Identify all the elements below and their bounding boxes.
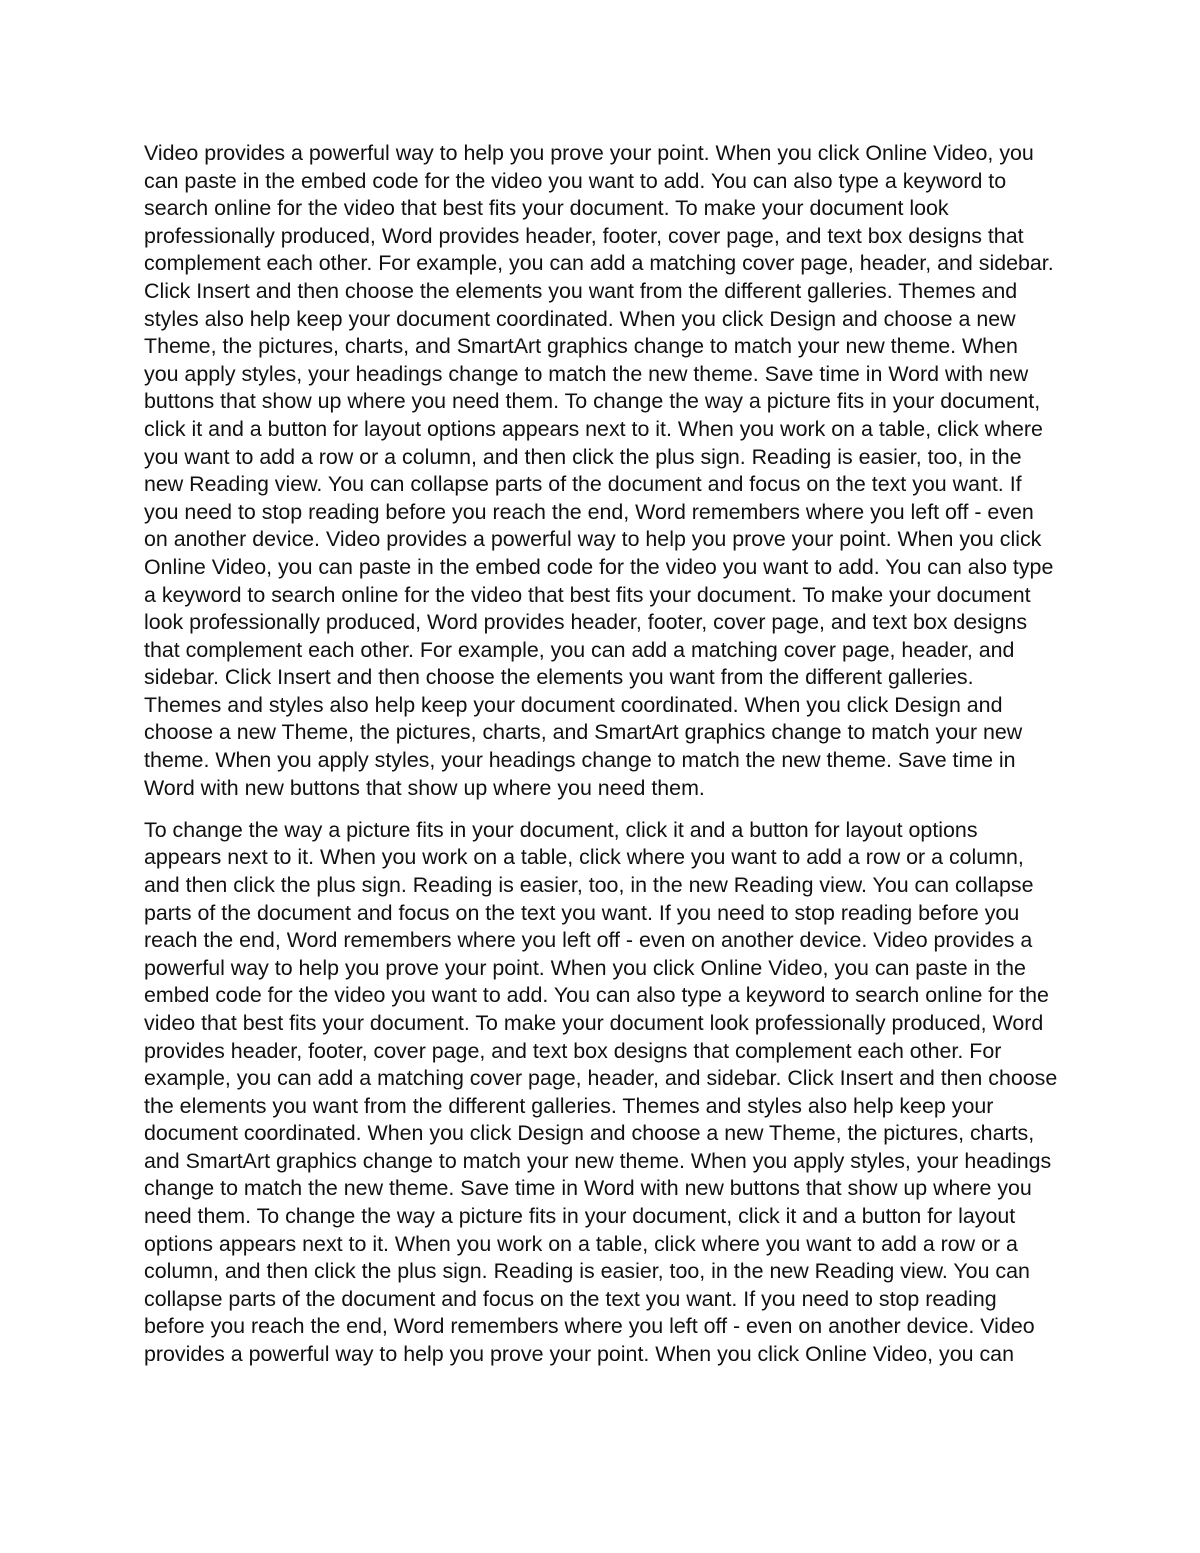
- paragraph: [144, 140, 1074, 802]
- text-line: buttons that show up where you need them. To change the way a picture fits in your document,: [144, 389, 1041, 414]
- text-line: video that best fits your document. To make your document look professionally produced, Word: [144, 1010, 1044, 1035]
- text-line: provides a powerful way to help you prove your point. When you click Online Video, you can: [144, 1342, 1014, 1367]
- document-body: [144, 140, 1074, 1369]
- text-line: and then click the plus sign. Reading is easier, too, in the new Reading view. You can collapse: [144, 872, 1034, 897]
- text-line: Video provides a powerful way to help you prove your point. When you click Online Video, you: [144, 141, 1034, 165]
- text-line: you want to add a row or a column, and then click the plus sign. Reading is easier, too, in the: [144, 444, 1022, 469]
- text-line: a keyword to search online for the video that best fits your document. To make your document: [144, 582, 1031, 607]
- text-line: Click Insert and then choose the elements you want from the different galleries. Themes and: [144, 278, 1018, 303]
- text-line: Themes and styles also help keep your document coordinated. When you click Design and: [144, 692, 1003, 717]
- text-line: the elements you want from the different galleries. Themes and styles also help keep your: [144, 1093, 994, 1118]
- text-line: new Reading view. You can collapse parts of the document and focus on the text you want. If: [144, 472, 1022, 497]
- text-line: To change the way a picture fits in your document, click it and a button for layout options: [144, 817, 978, 842]
- text-line: choose a new Theme, the pictures, charts, and SmartArt graphics change to match your new: [144, 720, 1023, 745]
- text-line: change to match the new theme. Save time in Word with new buttons that show up where you: [144, 1176, 1032, 1201]
- text-line: options appears next to it. When you work on a table, click where you want to add a row or a: [144, 1231, 1018, 1256]
- text-line: need them. To change the way a picture fits in your document, click it and a button for layout: [144, 1204, 1016, 1229]
- text-line: column, and then click the plus sign. Reading is easier, too, in the new Reading view. You can: [144, 1259, 1030, 1284]
- text-line: click it and a button for layout options appears next to it. When you work on a table, click where: [144, 416, 1043, 441]
- text-line: parts of the document and focus on the text you want. If you need to stop reading before you: [144, 900, 1020, 925]
- text-line: styles also help keep your document coordinated. When you click Design and choose a new: [144, 306, 1016, 331]
- text-line: collapse parts of the document and focus on the text you want. If you need to stop reading: [144, 1286, 997, 1311]
- text-line: Word with new buttons that show up where you need them.: [144, 775, 705, 800]
- text-line: embed code for the video you want to add. You can also type a keyword to search online for the: [144, 983, 1049, 1008]
- text-line: document coordinated. When you click Design and choose a new Theme, the pictures, charts,: [144, 1121, 1035, 1146]
- text-line: look professionally produced, Word provides header, footer, cover page, and text box designs: [144, 610, 1028, 635]
- text-line: theme. When you apply styles, your headings change to match the new theme. Save time in: [144, 748, 1016, 773]
- text-line: you need to stop reading before you reach the end, Word remembers where you left off - even: [144, 499, 1034, 524]
- text-line: reach the end, Word remembers where you left off - even on another device. Video provides a: [144, 928, 1033, 953]
- text-line: can paste in the embed code for the video you want to add. You can also type a keyword to: [144, 168, 1007, 193]
- text-line: Theme, the pictures, charts, and SmartArt graphics change to match your new theme. When: [144, 334, 1018, 359]
- text-line: before you reach the end, Word remembers where you left off - even on another device. Video: [144, 1314, 1035, 1339]
- text-line: search online for the video that best fits your document. To make your document look: [144, 196, 949, 221]
- text-line: and SmartArt graphics change to match your new theme. When you apply styles, your headings: [144, 1148, 1052, 1173]
- text-line: sidebar. Click Insert and then choose the elements you want from the different galleries.: [144, 665, 974, 690]
- text-line: complement each other. For example, you can add a matching cover page, header, and sidebar.: [144, 251, 1054, 276]
- text-line: that complement each other. For example, you can add a matching cover page, header, and: [144, 637, 1015, 662]
- text-line: appears next to it. When you work on a table, click where you want to add a row or a column,: [144, 845, 1024, 870]
- text-line: provides header, footer, cover page, and text box designs that complement each other. For: [144, 1038, 1002, 1063]
- text-line: professionally produced, Word provides header, footer, cover page, and text box designs that: [144, 223, 1024, 248]
- paragraph: [144, 817, 1074, 1369]
- text-line: on another device. Video provides a powerful way to help you prove your point. When you click: [144, 527, 1042, 552]
- text-line: example, you can add a matching cover page, header, and sidebar. Click Insert and then choose: [144, 1066, 1058, 1091]
- text-line: Online Video, you can paste in the embed code for the video you want to add. You can also type: [144, 554, 1054, 579]
- text-line: powerful way to help you prove your point. When you click Online Video, you can paste in the: [144, 955, 1026, 980]
- text-line: you apply styles, your headings change to match the new theme. Save time in Word with new: [144, 361, 1029, 386]
